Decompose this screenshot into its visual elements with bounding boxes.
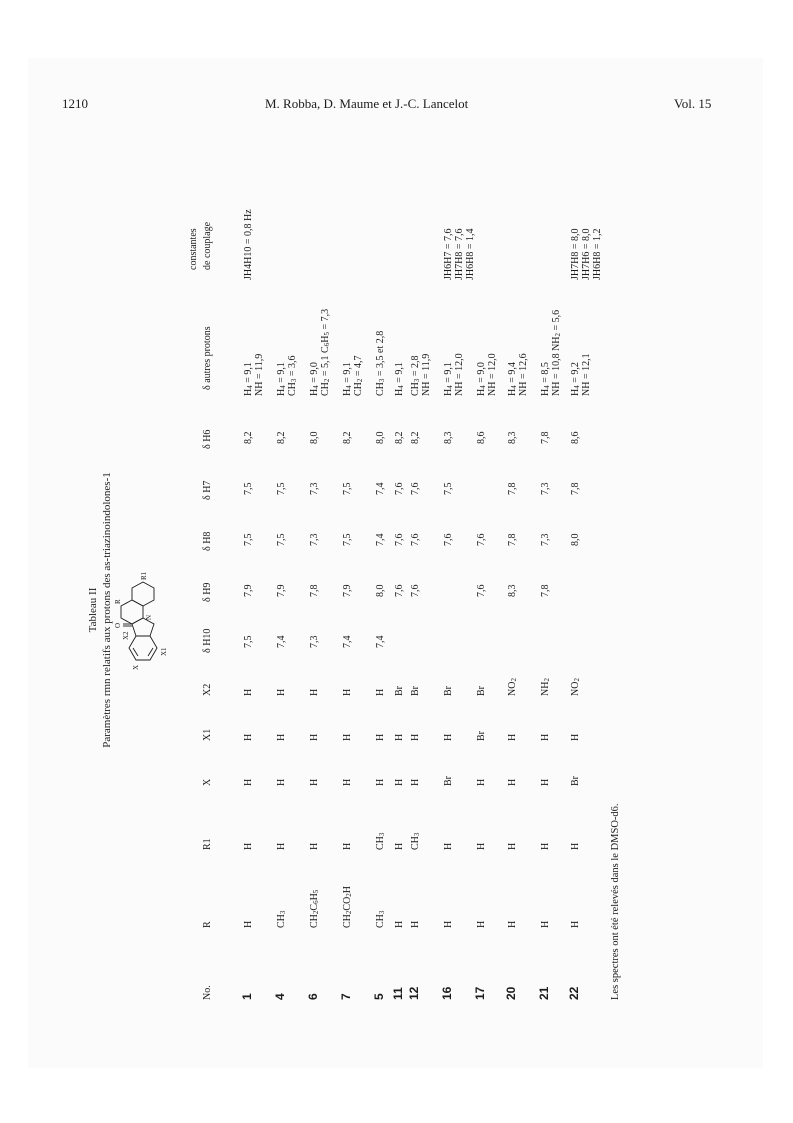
cell-autres-protons: NH = 12,0: [487, 353, 498, 396]
cell-x: H: [410, 778, 421, 786]
cell-h9: 7,6: [410, 584, 421, 597]
cell-h8: 7,8: [507, 533, 518, 546]
cell-no: 22: [567, 986, 581, 1000]
label-x: X: [132, 664, 140, 670]
col-header-x2: X2: [202, 683, 213, 696]
cell-h6: 8,6: [570, 431, 581, 444]
cell-x2: $NO_2$: [507, 678, 518, 696]
cell-h9: 7,8: [540, 584, 551, 597]
cell-r: H: [476, 920, 487, 928]
cell-x: H: [243, 778, 254, 786]
cell-no: 12: [407, 986, 421, 1000]
cell-h7: 7,6: [394, 482, 405, 495]
label-n: N: [145, 614, 153, 620]
cell-h8: 7,5: [243, 533, 254, 546]
table-subtitle: Paramètres rmn relatifs aux protons des as-triazinoindolones-1: [101, 472, 113, 748]
cell-x1: Br: [476, 731, 487, 741]
cell-r1: H: [570, 842, 581, 850]
cell-h9: 8,3: [507, 584, 518, 597]
cell-x1: H: [342, 733, 353, 741]
col-header-x1: X1: [202, 728, 213, 741]
cell-no: 21: [537, 986, 551, 1000]
cell-x1: H: [394, 733, 405, 741]
table-footnote: Les spectres ont été relevés dans le DMSO-d6.: [610, 803, 621, 1000]
cell-x1: H: [309, 733, 320, 741]
cell-r1: H: [507, 842, 518, 850]
cell-h7: 7,5: [342, 482, 353, 495]
cell-x1: H: [570, 733, 581, 741]
cell-autres-protons: $H_4 = 9,1$: [443, 362, 454, 396]
cell-r: H: [540, 920, 551, 928]
cell-h7: 7,5: [276, 482, 287, 495]
cell-constantes: JH6H8 = 1,2: [592, 228, 603, 280]
cell-h8: 7,5: [276, 533, 287, 546]
cell-x1: H: [507, 733, 518, 741]
cell-h9: 8,0: [375, 584, 386, 597]
cell-h9: 7,8: [309, 584, 320, 597]
cell-h6: 7,8: [540, 431, 551, 444]
cell-x: H: [394, 778, 405, 786]
cell-h8: 7,4: [375, 533, 386, 546]
cell-h7: 7,8: [507, 482, 518, 495]
cell-x1: H: [276, 733, 287, 741]
cell-x1: H: [375, 733, 386, 741]
cell-r1: H: [309, 842, 320, 850]
cell-autres-protons: $H_4 = 9,0$: [476, 362, 487, 396]
cell-x1: H: [243, 733, 254, 741]
cell-constantes: JH6H8 = 1,4: [465, 228, 476, 280]
cell-h7: 7,6: [410, 482, 421, 495]
cell-autres-protons: NH = 12,1: [581, 353, 592, 396]
cell-x: H: [507, 778, 518, 786]
cell-constantes: JH4H10 = 0,8 Hz: [243, 209, 254, 280]
cell-x2: Br: [476, 686, 487, 696]
cell-r1: H: [540, 842, 551, 850]
triazinoindolone-structure: [116, 550, 178, 670]
cell-r: $CH_3$: [375, 910, 386, 928]
col-header-h7: δ H7: [202, 480, 213, 500]
cell-h8: 7,5: [342, 533, 353, 546]
cell-autres-protons: $H_4 = 9,4$: [507, 362, 518, 396]
cell-h9: 7,9: [243, 584, 254, 597]
cell-r1: H: [276, 842, 287, 850]
cell-h6: 8,2: [243, 431, 254, 444]
cell-h6: 8,2: [342, 431, 353, 444]
cell-x1: H: [443, 733, 454, 741]
cell-x: H: [375, 778, 386, 786]
cell-x: H: [342, 778, 353, 786]
cell-no: 11: [391, 987, 405, 1000]
cell-h7: 7,4: [375, 482, 386, 495]
cell-h9: 7,6: [394, 584, 405, 597]
col-header-no: No.: [202, 985, 213, 1000]
cell-x1: H: [410, 733, 421, 741]
cell-x2: H: [309, 688, 320, 696]
cell-autres-protons: $H_4 = 9,1$: [276, 362, 287, 396]
col-header-r: R: [202, 921, 213, 928]
cell-h10: 7,4: [342, 635, 353, 648]
cell-h7: 7,3: [309, 482, 320, 495]
cell-x2: H: [375, 688, 386, 696]
cell-autres-protons: $H_4 = 9,1$: [243, 362, 254, 396]
cell-autres-protons: $CH_2 = 5,1$ $C_6H_5 = 7,3$: [320, 308, 331, 396]
cell-h6: 8,2: [394, 431, 405, 444]
cell-h8: 7,6: [476, 533, 487, 546]
cell-h9: 7,9: [276, 584, 287, 597]
cell-autres-protons: NH = 11,9: [254, 353, 265, 396]
cell-x2: Br: [443, 686, 454, 696]
table-title: Tableau II: [87, 587, 99, 633]
cell-x: Br: [570, 776, 581, 786]
col-header-r1: R1: [202, 838, 213, 850]
cell-x2: Br: [394, 686, 405, 696]
cell-x1: H: [540, 733, 551, 741]
cell-no: 5: [372, 993, 386, 1000]
rotated-table: [87, 209, 628, 1000]
label-x2: X2: [122, 631, 130, 640]
col-header-constantes: constantes: [188, 228, 199, 270]
cell-h7: 7,5: [443, 482, 454, 495]
cell-r1: H: [243, 842, 254, 850]
col-header-h9: δ H9: [202, 582, 213, 602]
page-number: 1210: [62, 96, 88, 111]
cell-r1: H: [476, 842, 487, 850]
cell-r1: H: [394, 842, 405, 850]
cell-autres-protons: $CH_2 = 4,7$: [353, 355, 364, 396]
cell-x: H: [309, 778, 320, 786]
cell-h8: 8,0: [570, 533, 581, 546]
cell-r: H: [507, 920, 518, 928]
cell-r: H: [410, 920, 421, 928]
col-header-h6: δ H6: [202, 429, 213, 449]
cell-no: 7: [339, 993, 353, 1000]
cell-no: 17: [473, 986, 487, 1000]
cell-autres-protons: $H_4 = 9,0$: [309, 362, 320, 396]
col-header-autres: δ autres protons: [202, 326, 213, 390]
cell-constantes: JH7H8 = 7,6: [454, 228, 465, 280]
cell-autres-protons: $CH_3 = 3,6$: [287, 355, 298, 396]
cell-h10: 7,4: [375, 635, 386, 648]
cell-r: $CH_3$: [276, 910, 287, 928]
cell-r1: $CH_3$: [410, 832, 421, 850]
cell-h6: 8,3: [443, 431, 454, 444]
col-header-couplage: de couplage: [202, 221, 213, 270]
cell-x2: H: [342, 688, 353, 696]
cell-no: 20: [504, 986, 518, 1000]
cell-r1: H: [443, 842, 454, 850]
cell-autres-protons: $H_4 = 8,5$: [540, 362, 551, 396]
cell-autres-protons: $CH_3 = 2,8$: [410, 355, 421, 396]
cell-constantes: JH7H8 = 8,0: [570, 228, 581, 280]
cell-x2: H: [243, 688, 254, 696]
cell-h10: 7,3: [309, 635, 320, 648]
label-x1: X1: [160, 647, 168, 656]
cell-h7: 7,8: [570, 482, 581, 495]
cell-h6: 8,6: [476, 431, 487, 444]
cell-h8: 7,6: [394, 533, 405, 546]
cell-h9: 7,6: [476, 584, 487, 597]
label-r1: R1: [140, 571, 148, 580]
cell-x: H: [276, 778, 287, 786]
cell-r: H: [443, 920, 454, 928]
cell-autres-protons: NH = 10,8 $NH_2 = 5,6$: [551, 309, 562, 396]
cell-h6: 8,0: [309, 431, 320, 444]
cell-autres-protons: $CH_3 = 3,5$ et 2,8: [375, 330, 386, 396]
page-header: [0, 0, 793, 120]
cell-constantes: JH7H6 = 8,0: [581, 228, 592, 280]
label-o: O: [114, 622, 122, 628]
cell-autres-protons: $H_4 = 9,1$: [394, 362, 405, 396]
cell-x2: $NH_2$: [540, 678, 551, 696]
cell-h9: 7,9: [342, 584, 353, 597]
volume-label: Vol. 15: [674, 96, 712, 111]
cell-h8: 7,6: [443, 533, 454, 546]
cell-h8: 7,3: [309, 533, 320, 546]
cell-h10: 7,4: [276, 635, 287, 648]
cell-x: Br: [443, 776, 454, 786]
cell-r1: H: [342, 842, 353, 850]
cell-x: H: [476, 778, 487, 786]
cell-x2: H: [276, 688, 287, 696]
col-header-x: X: [202, 778, 213, 786]
cell-h6: 8,3: [507, 431, 518, 444]
cell-no: 1: [240, 993, 254, 1000]
cell-h10: 7,5: [243, 635, 254, 648]
cell-h8: 7,6: [410, 533, 421, 546]
cell-r: $CH_2C_6H_5$: [309, 889, 320, 928]
cell-x2: $NO_2$: [570, 678, 581, 696]
col-header-h10: δ H10: [202, 628, 213, 653]
cell-h6: 8,0: [375, 431, 386, 444]
cell-x: H: [540, 778, 551, 786]
col-header-h8: δ H8: [202, 531, 213, 551]
cell-autres-protons: $H_4 = 9,1$: [342, 362, 353, 396]
cell-r1: $CH_3$: [375, 832, 386, 850]
cell-h7: 7,5: [243, 482, 254, 495]
cell-r: H: [394, 920, 405, 928]
cell-autres-protons: NH = 12,6: [518, 353, 529, 396]
cell-r: $CH_2CO_2H$: [342, 885, 353, 928]
cell-h7: 7,3: [540, 482, 551, 495]
cell-no: 6: [306, 993, 320, 1000]
cell-autres-protons: $H_4 = 9,2$: [570, 362, 581, 396]
cell-r: H: [570, 920, 581, 928]
cell-no: 16: [440, 986, 454, 1000]
cell-h6: 8,2: [410, 431, 421, 444]
label-r: R: [114, 599, 122, 604]
cell-autres-protons: NH = 11,9: [421, 353, 432, 396]
cell-no: 4: [273, 993, 287, 1000]
cell-r: H: [243, 920, 254, 928]
cell-h8: 7,3: [540, 533, 551, 546]
authors-line: M. Robba, D. Maume et J.-C. Lancelot: [265, 96, 469, 111]
cell-constantes: JH6H7 = 7,6: [443, 228, 454, 280]
cell-autres-protons: NH = 12,0: [454, 353, 465, 396]
cell-x2: Br: [410, 686, 421, 696]
cell-h6: 8,2: [276, 431, 287, 444]
